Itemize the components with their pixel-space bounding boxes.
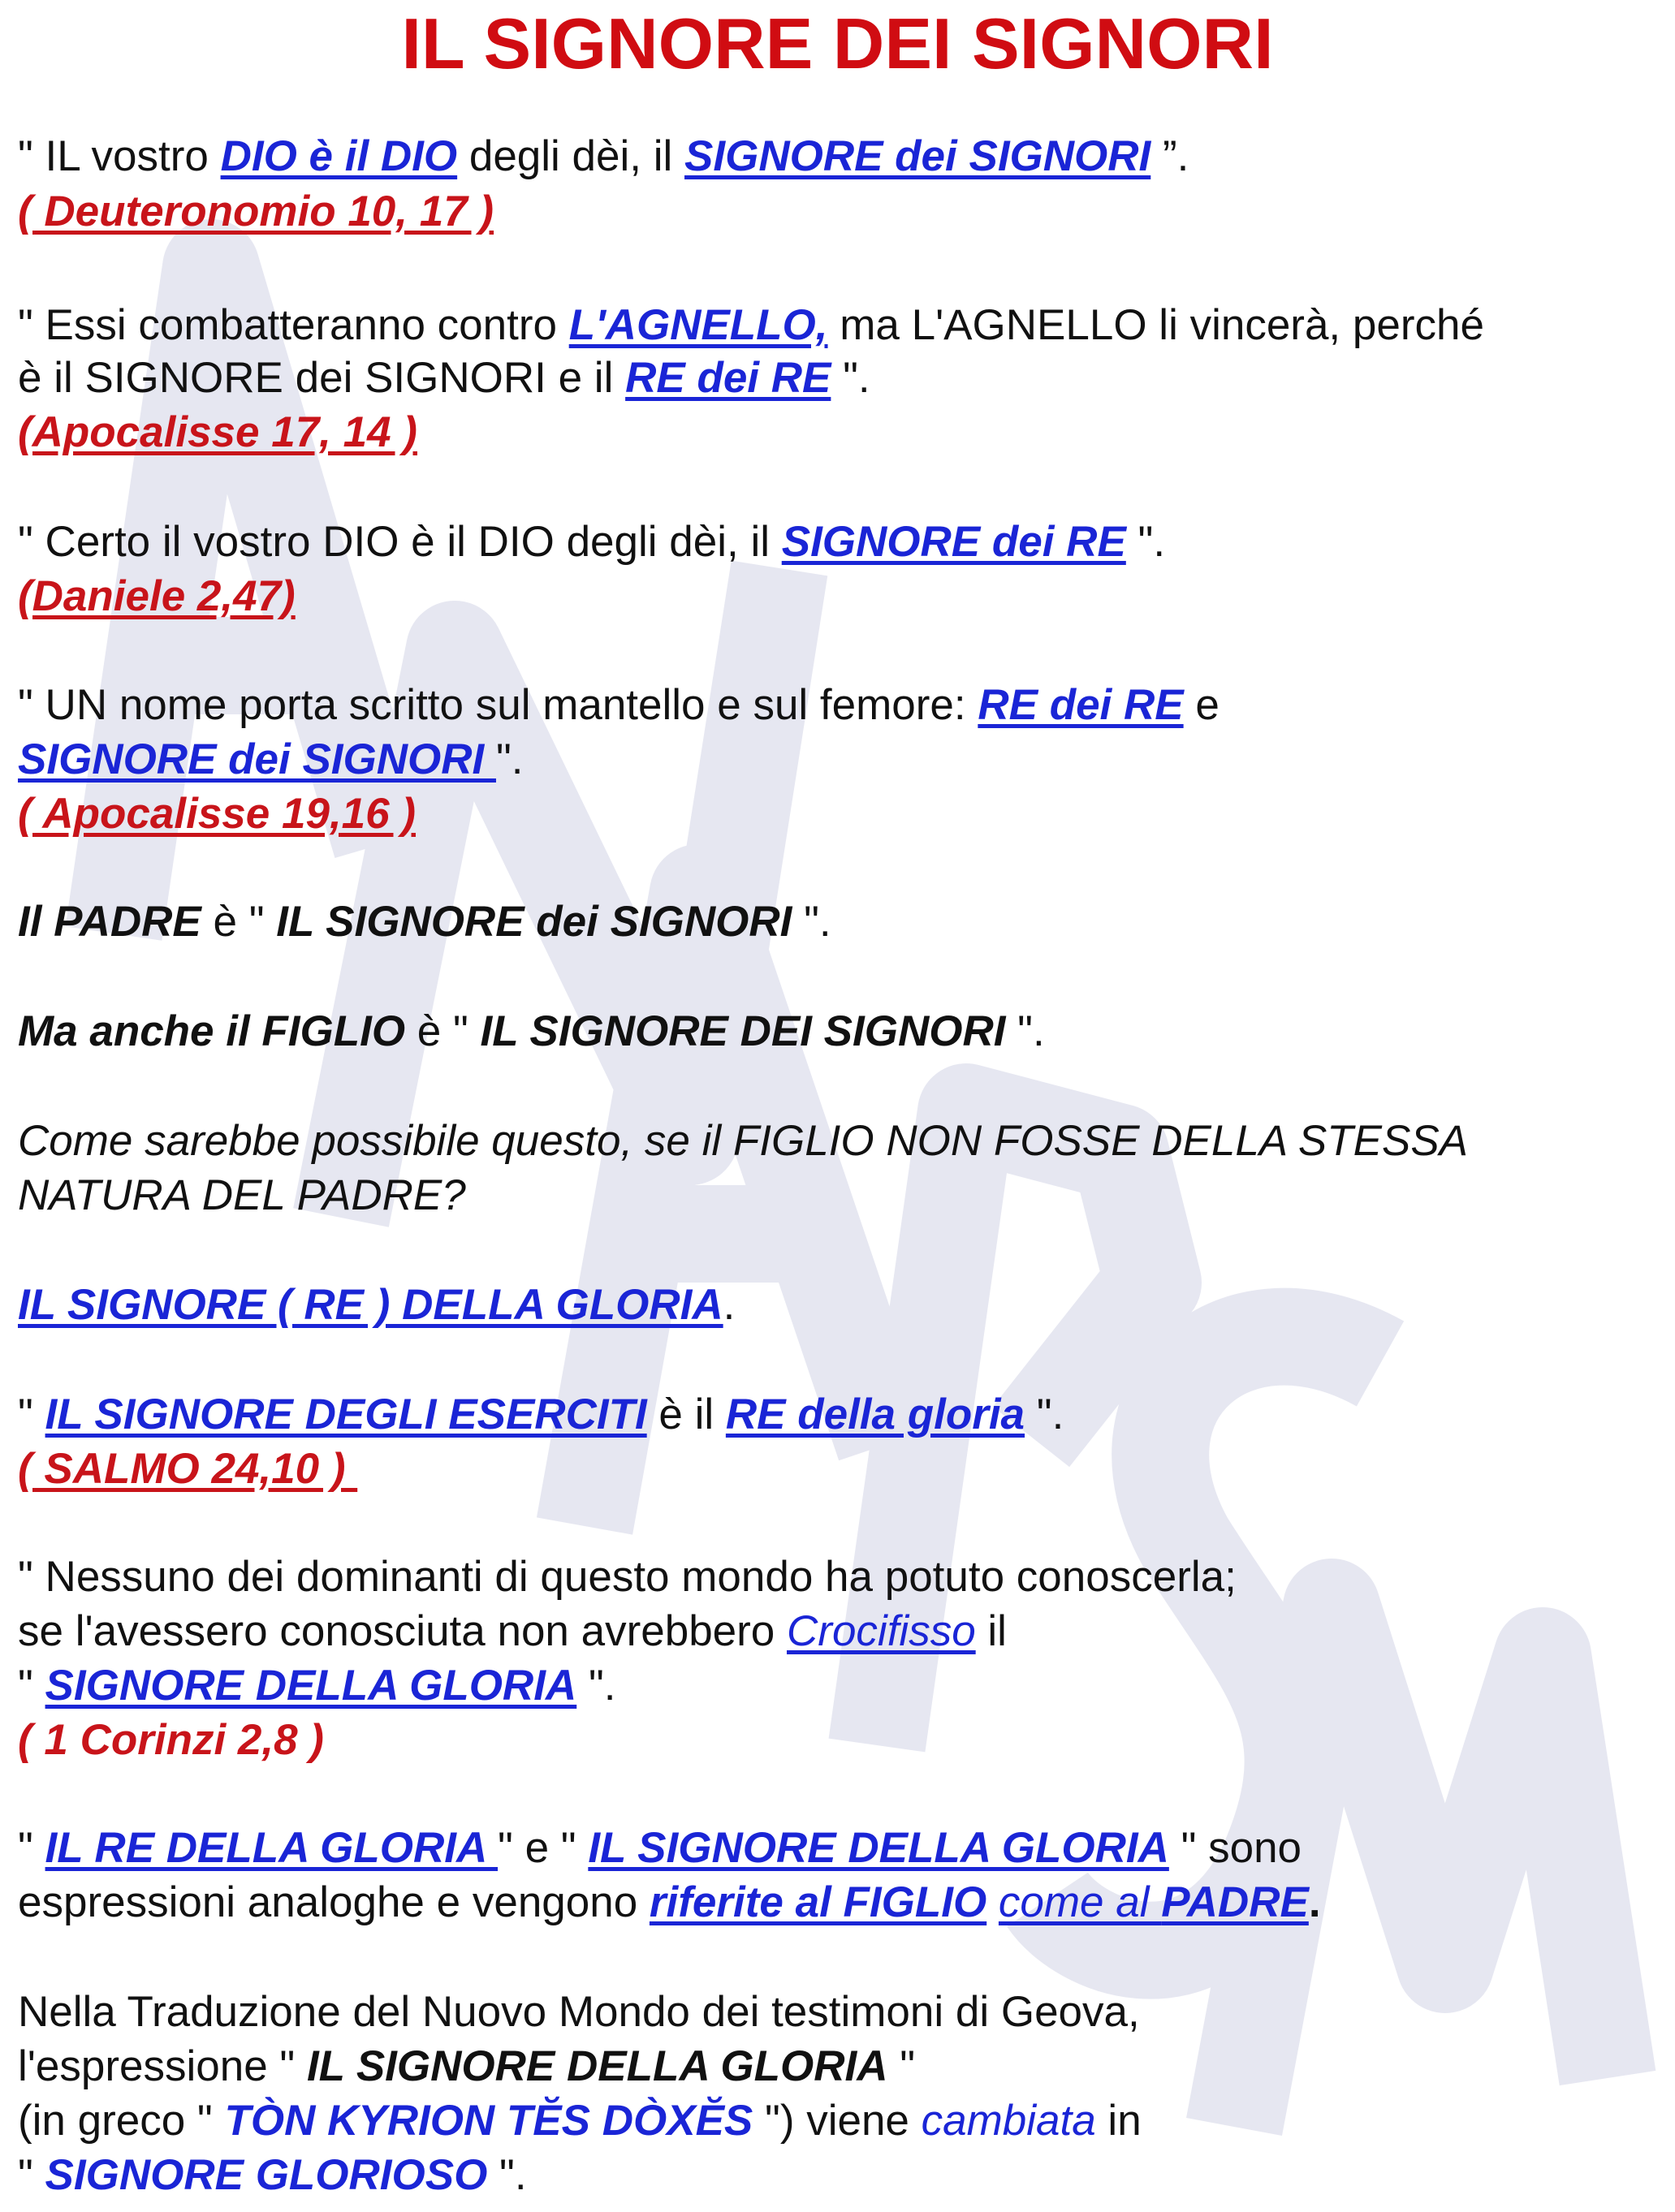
- highlight-link[interactable]: RE della gloria: [725, 1391, 1025, 1438]
- tnm-line-1: Nella Traduzione del Nuovo Mondo dei testimoni di Geova,: [18, 1988, 1140, 2036]
- text: ": [18, 1824, 45, 1872]
- text: ”.: [1150, 132, 1189, 180]
- quote-apocalisse-2: [18, 351, 870, 405]
- text: ".: [1025, 1391, 1064, 1438]
- text: ".: [1005, 1007, 1045, 1055]
- text: l'espressione ": [18, 2042, 307, 2090]
- text: se l'avessero conosciuta non avrebbero: [18, 1607, 788, 1655]
- text: ".: [495, 735, 524, 783]
- highlight-link[interactable]: RE dei RE: [978, 681, 1184, 729]
- text: è il SIGNORE dei SIGNORI e il: [18, 354, 626, 402]
- question-line-2: NATURA DEL PADRE?: [18, 1171, 466, 1219]
- reference-corinzi: ( 1 Corinzi 2,8 ): [18, 1716, 324, 1764]
- quote-corinzi-2: [18, 1605, 1007, 1658]
- text: SIGNORE GLORIOSO: [45, 2151, 488, 2199]
- text: Ma anche il FIGLIO: [18, 1007, 406, 1055]
- quote-apocalisse-19-2: [18, 733, 524, 787]
- highlight-link[interactable]: SIGNORE dei RE: [781, 518, 1126, 566]
- text: è ": [201, 898, 277, 946]
- expressions-line-1: [18, 1822, 1302, 1875]
- text: ".: [1125, 518, 1166, 566]
- text: degli dèi, il: [457, 132, 685, 180]
- text: ": [18, 2151, 45, 2199]
- highlight-link[interactable]: PADRE: [1161, 1878, 1309, 1926]
- text: .: [723, 1281, 736, 1329]
- text: .: [1308, 1878, 1321, 1926]
- text: IL SIGNORE DELLA GLORIA: [306, 2042, 888, 2090]
- text: ": [18, 1662, 45, 1710]
- highlight-link[interactable]: IL SIGNORE DEGLI ESERCITI: [45, 1391, 647, 1438]
- tnm-line-2: [18, 2040, 915, 2093]
- reference-apocalisse-17: (Apocalisse 17, 14 ): [18, 408, 417, 456]
- tnm-line-4: [18, 2149, 527, 2202]
- text: " e ": [498, 1824, 589, 1872]
- text: ".: [487, 2151, 527, 2199]
- highlight-link[interactable]: riferite al FIGLIO: [649, 1878, 987, 1926]
- reference-deuteronomio: ( Deuteronomio 10, 17 ): [18, 188, 494, 235]
- quote-daniele: [18, 515, 1165, 569]
- section-heading-gloria: [18, 1278, 735, 1332]
- text: [986, 1878, 999, 1926]
- statement-padre: [18, 895, 831, 949]
- question-line-1: Come sarebbe possibile questo, se il FIGLIO NON FOSSE DELLA STESSA: [18, 1117, 1469, 1165]
- reference-daniele: (Daniele 2,47): [18, 572, 296, 620]
- text: (in greco ": [18, 2097, 225, 2145]
- text: ma L'AGNELLO li vincerà, perché: [827, 301, 1484, 349]
- tnm-line-3: [18, 2094, 1142, 2148]
- highlight-link[interactable]: L'AGNELLO,: [568, 301, 828, 349]
- text: " Certo il vostro DIO è il DIO degli dèi, il: [18, 518, 782, 566]
- quote-corinzi-3: [18, 1659, 615, 1713]
- expressions-line-2: [18, 1876, 1321, 1930]
- text: ".: [792, 898, 831, 946]
- text: è il: [646, 1391, 726, 1438]
- highlight-link[interactable]: Crocifisso: [787, 1607, 976, 1655]
- text: " Essi combatteranno contro: [18, 301, 569, 349]
- quote-apocalisse-19-1: [18, 679, 1220, 732]
- text: ".: [831, 354, 870, 402]
- text: ": [887, 2042, 916, 2090]
- text: IL SIGNORE dei SIGNORI: [276, 898, 792, 946]
- text: espressioni analoghe e vengono: [18, 1878, 650, 1926]
- page-title: IL SIGNORE DEI SIGNORI: [401, 3, 1274, 84]
- highlight-link[interactable]: IL SIGNORE DELLA GLORIA: [588, 1824, 1169, 1872]
- text: Il PADRE: [18, 898, 201, 946]
- text: IL SIGNORE DEI SIGNORI: [480, 1007, 1006, 1055]
- text: " sono: [1168, 1824, 1302, 1872]
- quote-corinzi-1: " Nessuno dei dominanti di questo mondo ha potuto conoscerla;: [18, 1553, 1237, 1601]
- greek-text: TÒN KYRION TĔS DÒXĔS: [224, 2097, 753, 2145]
- highlight-link[interactable]: come al: [998, 1878, 1162, 1926]
- reference-apocalisse-19: ( Apocalisse 19,16 ): [18, 790, 416, 838]
- highlight-link[interactable]: IL RE DELLA GLORIA: [45, 1824, 499, 1872]
- quote-salmo: [18, 1388, 1064, 1442]
- highlight-link[interactable]: SIGNORE dei SIGNORI: [684, 132, 1151, 180]
- highlight-link[interactable]: IL SIGNORE ( RE ) DELLA GLORIA: [18, 1281, 723, 1329]
- highlight-link[interactable]: SIGNORE dei SIGNORI: [18, 735, 496, 783]
- text: " IL vostro: [18, 132, 221, 180]
- quote-deuteronomio: [18, 130, 1189, 183]
- highlight-link[interactable]: SIGNORE DELLA GLORIA: [45, 1662, 577, 1710]
- text: è ": [405, 1007, 481, 1055]
- text: e: [1183, 681, 1220, 729]
- highlight-link[interactable]: RE dei RE: [625, 354, 831, 402]
- text: ": [18, 1391, 45, 1438]
- text: ".: [576, 1662, 616, 1710]
- text: in: [1095, 2097, 1142, 2145]
- text: " UN nome porta scritto sul mantello e sul femore:: [18, 681, 978, 729]
- quote-apocalisse-1: [18, 299, 1484, 352]
- highlight-link[interactable]: DIO è il DIO: [220, 132, 458, 180]
- text: il: [975, 1607, 1007, 1655]
- statement-figlio: [18, 1005, 1045, 1059]
- reference-salmo: ( SALMO 24,10 ): [18, 1445, 358, 1493]
- text: cambiata: [921, 2097, 1096, 2145]
- text: ") viene: [753, 2097, 922, 2145]
